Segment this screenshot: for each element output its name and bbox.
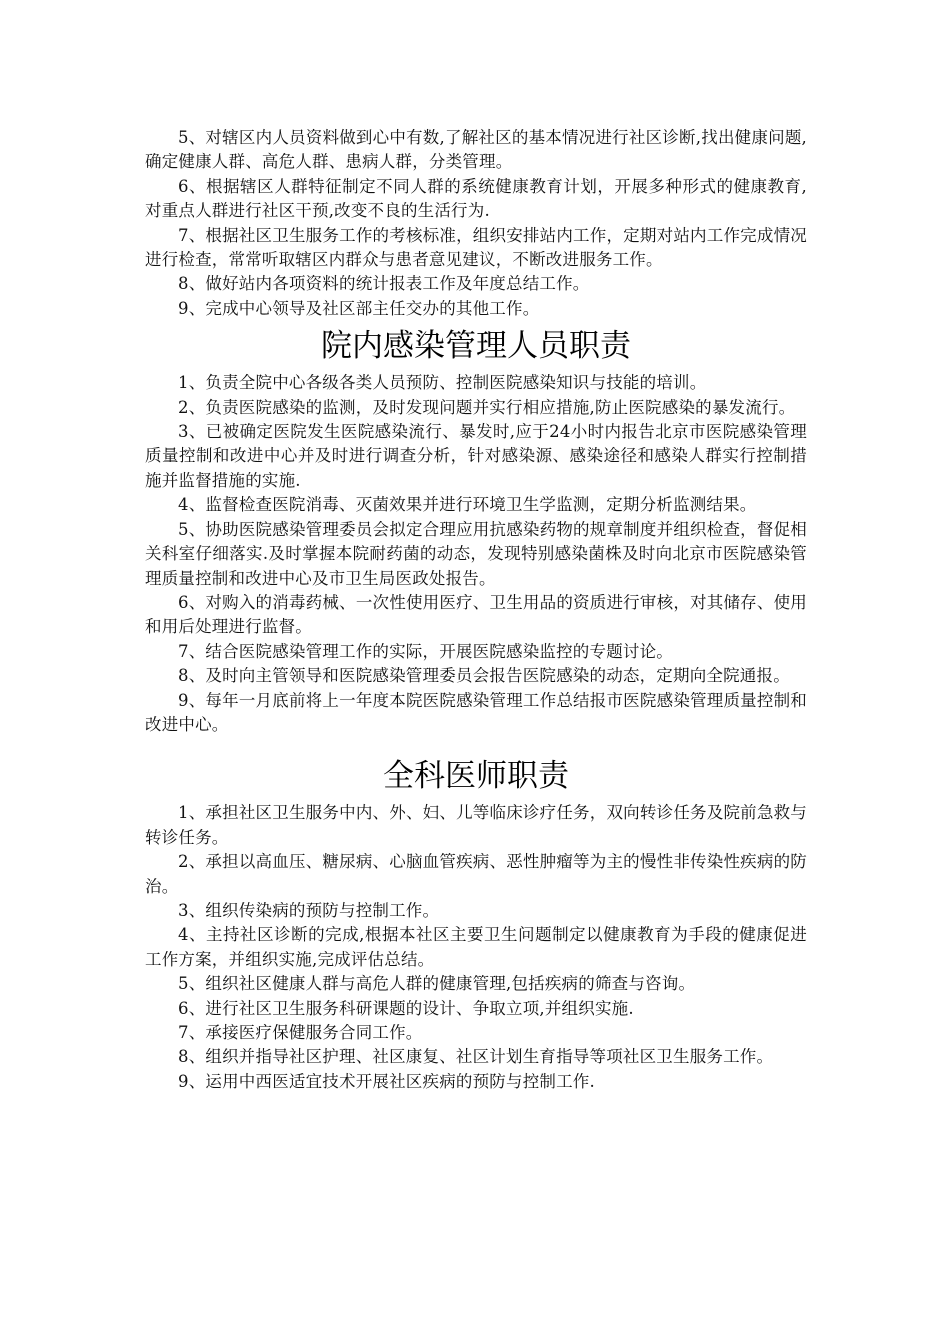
infection-section: [145, 321, 807, 737]
intro-item-8: 8、做好站内各项资料的统计报表工作及年度总结工作。: [178, 274, 590, 294]
gp-item-1: 1、承担社区卫生服务中内、外、妇、儿等临床诊疗任务，双向转诊任务及院前急救与转诊任务。: [145, 803, 807, 847]
document-page: [145, 126, 807, 1094]
gp-item-3: 3、组织传染病的预防与控制工作。: [178, 900, 440, 920]
gp-section: [145, 751, 807, 1094]
intro-item-6: 6、根据辖区人群特征制定不同人群的系统健康教育计划，开展多种形式的健康教育,对重点人群进行社区干预,改变不良的生活行为.: [145, 176, 807, 221]
gp-item-4: 4、主持社区诊断的完成,根据本社区主要卫生问题制定以健康教育为手段的健康促进工作方案，并组织实施,完成评估总结。: [145, 925, 807, 969]
infection-item-2: 2、负责医院感染的监测，及时发现问题并实行相应措施,防止医院感染的暴发流行。: [178, 397, 796, 417]
infection-section-title: 院内感染管理人员职责: [321, 328, 631, 365]
infection-item-9: 9、每年一月底前将上一年度本院医院感染管理工作总结报市医院感染管理质量控制和改进中心。: [145, 690, 807, 734]
intro-item-5: 5、对辖区内人员资料做到心中有数,了解社区的基本情况进行社区诊断,找出健康问题,确定健康人群、高危人群、患病人群，分类管理。: [145, 128, 807, 172]
gp-item-7: 7、承接医疗保健服务合同工作。: [178, 1023, 423, 1042]
gp-item-2: 2、承担以高血压、糖尿病、心脑血管疾病、恶性肿瘤等为主的慢性非传染性疾病的防治。: [145, 852, 807, 896]
infection-item-1: 1、负责全院中心各级各类人员预防、控制医院感染知识与技能的培训。: [178, 373, 707, 393]
gp-item-8: 8、组织并指导社区护理、社区康复、社区计划生育指导等项社区卫生服务工作。: [178, 1047, 774, 1067]
infection-item-3: 3、已被确定医院发生医院感染流行、暴发时,应于24小时内报告北京市医院感染管理质量控制和改进中心并及时进行调查分析，针对感染源、感染途径和感染人群实行控制措施并监督措施的实施.: [145, 422, 807, 490]
infection-item-6: 6、对购入的消毒药械、一次性使用医疗、卫生用品的资质进行审核，对其储存、使用和用后处理进行监督。: [145, 592, 807, 637]
infection-item-5: 5、协助医院感染管理委员会拟定合理应用抗感染药物的规章制度并组织检查，督促相关科室仔细落实.及时掌握本院耐药菌的动态，发现特别感染菌株及时向北京市医院感染管理质量控制和改进中心及市卫生局医政处报告。: [145, 519, 807, 588]
intro-item-7: 7、根据社区卫生服务工作的考核标准，组织安排站内工作，定期对站内工作完成情况进行检查，常常听取辖区内群众与患者意见建议，不断改进服务工作。: [145, 225, 807, 270]
intro-section: [145, 126, 807, 321]
infection-item-8: 8、及时向主管领导和医院感染管理委员会报告医院感染的动态，定期向全院通报。: [178, 666, 790, 686]
infection-item-4: 4、监督检查医院消毒、灭菌效果并进行环境卫生学监测，定期分析监测结果。: [178, 495, 757, 515]
gp-section-title: 全科医师职责: [383, 758, 569, 795]
intro-item-9: 9、完成中心领导及社区部主任交办的其他工作。: [178, 298, 540, 318]
gp-item-5: 5、组织社区健康人群与高危人群的健康管理,包括疾病的筛查与咨询。: [178, 974, 696, 994]
infection-item-7: 7、结合医院感染管理工作的实际，开展医院感染监控的专题讨论。: [178, 641, 673, 661]
gp-item-9: 9、运用中西医适宜技术开展社区疾病的预防与控制工作.: [178, 1071, 595, 1091]
gp-item-6: 6、进行社区卫生服务科研课题的设计、争取立项,并组织实施.: [178, 998, 634, 1018]
